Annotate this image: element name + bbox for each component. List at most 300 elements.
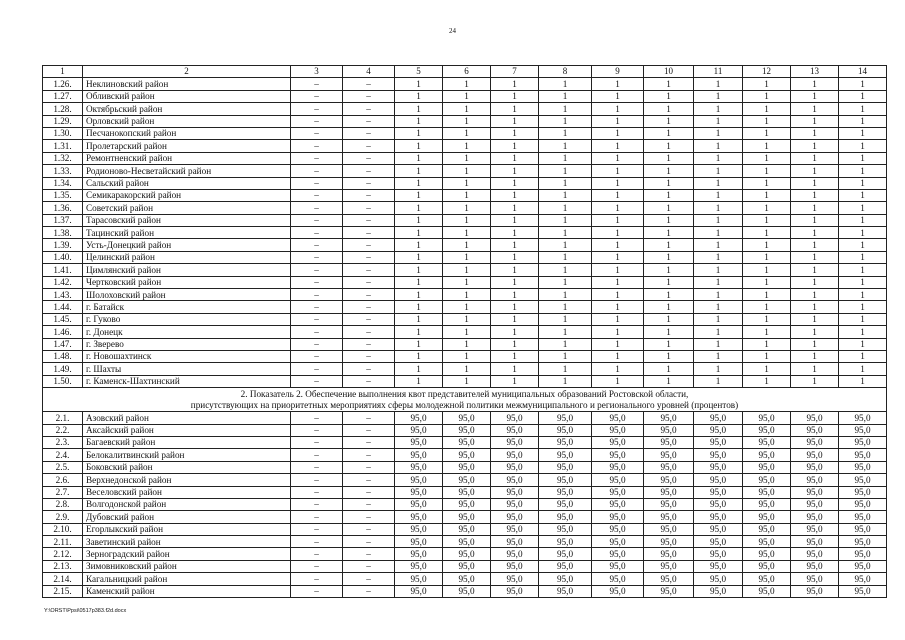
row-number: 1.38. [43,227,83,239]
row-number: 1.45. [43,313,83,325]
cell-col3: – [291,301,343,313]
table-row [43,363,887,375]
value-cell: 95,0 [839,560,887,572]
row-number: 1.33. [43,165,83,177]
value-cell: 1 [539,276,592,288]
value-cell: 1 [839,189,887,201]
district-name: Усть-Донецкий район [83,239,291,251]
value-cell: 1 [694,251,743,263]
value-cell: 95,0 [395,560,443,572]
value-cell: 1 [443,189,491,201]
row-number: 2.9. [43,511,83,523]
value-cell: 1 [694,140,743,152]
value-cell: 1 [743,239,791,251]
value-cell: 1 [694,214,743,226]
district-name: Шолоховский район [83,289,291,301]
table-row [43,202,887,214]
cell-col3: – [291,573,343,585]
row-number: 1.48. [43,350,83,362]
value-cell: 1 [443,227,491,239]
district-name: Орловский район [83,115,291,127]
column-number-row [43,66,887,78]
value-cell: 95,0 [395,511,443,523]
row-number: 1.46. [43,326,83,338]
value-cell: 95,0 [443,461,491,473]
value-cell: 95,0 [791,436,839,448]
value-cell: 95,0 [395,486,443,498]
value-cell: 95,0 [743,548,791,560]
value-cell: 1 [694,165,743,177]
cell-col3: – [291,90,343,102]
cell-col3: – [291,449,343,461]
value-cell: 1 [443,375,491,387]
value-cell: 1 [791,90,839,102]
value-cell: 1 [539,177,592,189]
value-cell: 95,0 [491,412,539,424]
value-cell: 1 [644,375,694,387]
value-cell: 1 [539,165,592,177]
value-cell: 1 [539,350,592,362]
cell-col4: – [343,363,395,375]
value-cell: 1 [491,338,539,350]
cell-col4: – [343,202,395,214]
value-cell: 95,0 [592,511,644,523]
value-cell: 1 [644,177,694,189]
value-cell: 1 [644,214,694,226]
cell-col4: – [343,436,395,448]
value-cell: 95,0 [839,486,887,498]
value-cell: 1 [592,115,644,127]
value-cell: 1 [491,165,539,177]
value-cell: 95,0 [743,560,791,572]
row-number: 1.30. [43,127,83,139]
cell-col3: – [291,436,343,448]
district-name: г. Донецк [83,326,291,338]
value-cell: 95,0 [644,498,694,510]
row-number: 1.41. [43,264,83,276]
value-cell: 95,0 [839,424,887,436]
value-cell: 95,0 [839,436,887,448]
row-number: 2.1. [43,412,83,424]
value-cell: 1 [592,214,644,226]
value-cell: 1 [743,177,791,189]
value-cell: 1 [644,90,694,102]
value-cell: 1 [491,127,539,139]
value-cell: 95,0 [592,548,644,560]
value-cell: 1 [644,152,694,164]
value-cell: 95,0 [592,523,644,535]
value-cell: 95,0 [644,523,694,535]
value-cell: 1 [644,276,694,288]
row-number: 1.31. [43,140,83,152]
row-number: 2.13. [43,560,83,572]
value-cell: 1 [694,90,743,102]
cell-col3: – [291,127,343,139]
value-cell: 1 [539,115,592,127]
value-cell: 95,0 [644,436,694,448]
table-row [43,289,887,301]
value-cell: 1 [443,214,491,226]
column-number: 11 [694,66,743,78]
value-cell: 1 [443,140,491,152]
district-name: Дубовский район [83,511,291,523]
value-cell: 1 [839,338,887,350]
value-cell: 1 [539,214,592,226]
value-cell: 95,0 [694,573,743,585]
section-heading-row [43,388,887,412]
table-row [43,313,887,325]
cell-col4: – [343,523,395,535]
value-cell: 1 [644,350,694,362]
cell-col3: – [291,202,343,214]
value-cell: 1 [539,264,592,276]
value-cell: 95,0 [395,449,443,461]
value-cell: 95,0 [791,412,839,424]
value-cell: 1 [839,103,887,115]
value-cell: 1 [839,301,887,313]
district-name: Неклиновский район [83,78,291,90]
cell-col4: – [343,350,395,362]
cell-col4: – [343,412,395,424]
value-cell: 1 [443,78,491,90]
section-heading-line2: присутствующих на приоритетных мероприятиях сферы молодежной политики межмуниципального и регионального уровней (процентов) [190,399,739,410]
district-name: Азовский район [83,412,291,424]
column-number: 14 [839,66,887,78]
value-cell: 1 [395,165,443,177]
cell-col4: – [343,449,395,461]
column-number: 1 [43,66,83,78]
row-number: 1.50. [43,375,83,387]
value-cell: 1 [839,202,887,214]
value-cell: 95,0 [743,449,791,461]
value-cell: 1 [743,227,791,239]
cell-col3: – [291,115,343,127]
table-row [43,227,887,239]
column-number: 7 [491,66,539,78]
row-number: 2.10. [43,523,83,535]
value-cell: 95,0 [644,474,694,486]
table-row [43,103,887,115]
cell-col4: – [343,177,395,189]
value-cell: 1 [592,127,644,139]
value-cell: 95,0 [592,474,644,486]
cell-col3: – [291,214,343,226]
row-number: 1.42. [43,276,83,288]
value-cell: 95,0 [839,523,887,535]
file-path-footer: Y:\ORST\Ppsi\0517p383.f2d.docx [44,608,127,614]
value-cell: 95,0 [644,560,694,572]
value-cell: 1 [592,289,644,301]
value-cell: 1 [839,276,887,288]
table-row [43,511,887,523]
value-cell: 95,0 [791,523,839,535]
column-number: 8 [539,66,592,78]
value-cell: 95,0 [491,511,539,523]
value-cell: 1 [491,115,539,127]
value-cell: 1 [395,350,443,362]
cell-col4: – [343,78,395,90]
value-cell: 1 [592,375,644,387]
cell-col3: – [291,78,343,90]
table-row [43,560,887,572]
value-cell: 95,0 [395,523,443,535]
table-row [43,449,887,461]
value-cell: 1 [592,276,644,288]
value-cell: 1 [443,350,491,362]
table-row [43,536,887,548]
value-cell: 95,0 [491,536,539,548]
district-name: Багаевский район [83,436,291,448]
district-name: Зимовниковский район [83,560,291,572]
row-number: 2.3. [43,436,83,448]
value-cell: 1 [592,90,644,102]
value-cell: 1 [644,127,694,139]
value-cell: 1 [644,202,694,214]
value-cell: 95,0 [443,511,491,523]
value-cell: 1 [839,152,887,164]
value-cell: 1 [539,189,592,201]
value-cell: 95,0 [839,474,887,486]
table-row [43,523,887,535]
value-cell: 95,0 [694,461,743,473]
table-row [43,338,887,350]
district-name: Чертковский район [83,276,291,288]
value-cell: 1 [491,177,539,189]
value-cell: 1 [839,375,887,387]
table-row [43,436,887,448]
value-cell: 1 [395,140,443,152]
value-cell: 1 [743,90,791,102]
value-cell: 95,0 [592,573,644,585]
cell-col3: – [291,338,343,350]
value-cell: 1 [743,338,791,350]
value-cell: 1 [791,214,839,226]
value-cell: 1 [592,239,644,251]
value-cell: 1 [743,202,791,214]
value-cell: 95,0 [644,573,694,585]
value-cell: 1 [443,127,491,139]
value-cell: 1 [443,177,491,189]
value-cell: 1 [443,251,491,263]
table-row [43,127,887,139]
value-cell: 95,0 [743,498,791,510]
value-cell: 1 [592,363,644,375]
value-cell: 95,0 [443,560,491,572]
table-row [43,486,887,498]
value-cell: 1 [743,78,791,90]
value-cell: 1 [839,289,887,301]
value-cell: 1 [395,264,443,276]
row-number: 2.12. [43,548,83,560]
value-cell: 95,0 [395,424,443,436]
table-row [43,177,887,189]
row-number: 2.11. [43,536,83,548]
value-cell: 1 [592,251,644,263]
row-number: 1.43. [43,289,83,301]
cell-col3: – [291,474,343,486]
value-cell: 1 [743,251,791,263]
cell-col3: – [291,189,343,201]
value-cell: 1 [743,140,791,152]
section-heading [43,388,887,412]
value-cell: 1 [395,338,443,350]
value-cell: 95,0 [592,412,644,424]
value-cell: 1 [395,103,443,115]
district-name: г. Гуково [83,313,291,325]
district-name: г. Батайск [83,301,291,313]
value-cell: 1 [644,313,694,325]
value-cell: 1 [694,78,743,90]
value-cell: 95,0 [592,498,644,510]
value-cell: 95,0 [592,560,644,572]
value-cell: 95,0 [743,573,791,585]
value-cell: 1 [443,338,491,350]
district-name: Кагальницкий район [83,573,291,585]
district-name: Каменский район [83,585,291,597]
value-cell: 1 [644,227,694,239]
table-row [43,585,887,597]
value-cell: 95,0 [743,585,791,597]
value-cell: 1 [395,115,443,127]
value-cell: 1 [539,103,592,115]
value-cell: 1 [491,363,539,375]
value-cell: 1 [644,264,694,276]
value-cell: 95,0 [491,449,539,461]
value-cell: 1 [791,326,839,338]
value-cell: 95,0 [743,474,791,486]
cell-col4: – [343,239,395,251]
value-cell: 95,0 [539,449,592,461]
row-number: 1.47. [43,338,83,350]
value-cell: 1 [443,165,491,177]
table-row [43,276,887,288]
value-cell: 1 [539,375,592,387]
value-cell: 1 [791,103,839,115]
value-cell: 1 [743,363,791,375]
value-cell: 1 [694,202,743,214]
value-cell: 1 [395,289,443,301]
value-cell: 95,0 [491,474,539,486]
value-cell: 95,0 [592,585,644,597]
value-cell: 1 [791,227,839,239]
cell-col3: – [291,276,343,288]
value-cell: 95,0 [539,498,592,510]
cell-col4: – [343,289,395,301]
cell-col3: – [291,165,343,177]
value-cell: 1 [395,239,443,251]
cell-col4: – [343,276,395,288]
value-cell: 1 [743,189,791,201]
column-number: 3 [291,66,343,78]
value-cell: 95,0 [592,461,644,473]
value-cell: 1 [592,301,644,313]
value-cell: 1 [791,140,839,152]
cell-col3: – [291,251,343,263]
value-cell: 95,0 [592,424,644,436]
value-cell: 1 [395,127,443,139]
district-name: г. Шахты [83,363,291,375]
cell-col3: – [291,412,343,424]
value-cell: 1 [694,103,743,115]
value-cell: 95,0 [592,436,644,448]
value-cell: 95,0 [443,573,491,585]
value-cell: 95,0 [443,498,491,510]
value-cell: 1 [592,227,644,239]
value-cell: 95,0 [539,573,592,585]
value-cell: 95,0 [491,461,539,473]
value-cell: 1 [395,177,443,189]
value-cell: 1 [443,289,491,301]
cell-col3: – [291,461,343,473]
value-cell: 1 [539,152,592,164]
value-cell: 95,0 [644,424,694,436]
row-number: 1.32. [43,152,83,164]
row-number: 1.36. [43,202,83,214]
value-cell: 1 [791,239,839,251]
value-cell: 1 [443,239,491,251]
row-number: 2.2. [43,424,83,436]
cell-col4: – [343,251,395,263]
value-cell: 1 [694,289,743,301]
value-cell: 1 [743,127,791,139]
value-cell: 95,0 [443,436,491,448]
cell-col4: – [343,127,395,139]
cell-col4: – [343,326,395,338]
section-heading-line1: 2. Показатель 2. Обеспечение выполнения квот представителей муниципальных образований Ростовской области, [240,389,689,400]
value-cell: 95,0 [395,498,443,510]
value-cell: 1 [791,177,839,189]
value-cell: 1 [839,127,887,139]
value-cell: 1 [491,140,539,152]
row-number: 1.44. [43,301,83,313]
value-cell: 95,0 [791,536,839,548]
value-cell: 95,0 [791,449,839,461]
district-name: Советский район [83,202,291,214]
table-row [43,189,887,201]
value-cell: 95,0 [491,585,539,597]
value-cell: 95,0 [644,449,694,461]
value-cell: 1 [395,251,443,263]
district-name: г. Зверево [83,338,291,350]
value-cell: 95,0 [644,486,694,498]
value-cell: 1 [743,313,791,325]
value-cell: 1 [443,326,491,338]
value-cell: 95,0 [791,424,839,436]
value-cell: 95,0 [644,461,694,473]
cell-col3: – [291,227,343,239]
cell-col3: – [291,536,343,548]
value-cell: 95,0 [539,585,592,597]
value-cell: 1 [791,313,839,325]
value-cell: 95,0 [491,498,539,510]
district-name: Цимлянский район [83,264,291,276]
value-cell: 95,0 [395,548,443,560]
cell-col3: – [291,560,343,572]
value-cell: 1 [592,103,644,115]
value-cell: 1 [694,326,743,338]
value-cell: 95,0 [694,424,743,436]
value-cell: 95,0 [791,548,839,560]
value-cell: 95,0 [644,585,694,597]
value-cell: 95,0 [539,424,592,436]
value-cell: 95,0 [443,548,491,560]
value-cell: 1 [644,289,694,301]
cell-col4: – [343,498,395,510]
cell-col3: – [291,239,343,251]
table-row [43,350,887,362]
value-cell: 95,0 [539,560,592,572]
cell-col3: – [291,326,343,338]
